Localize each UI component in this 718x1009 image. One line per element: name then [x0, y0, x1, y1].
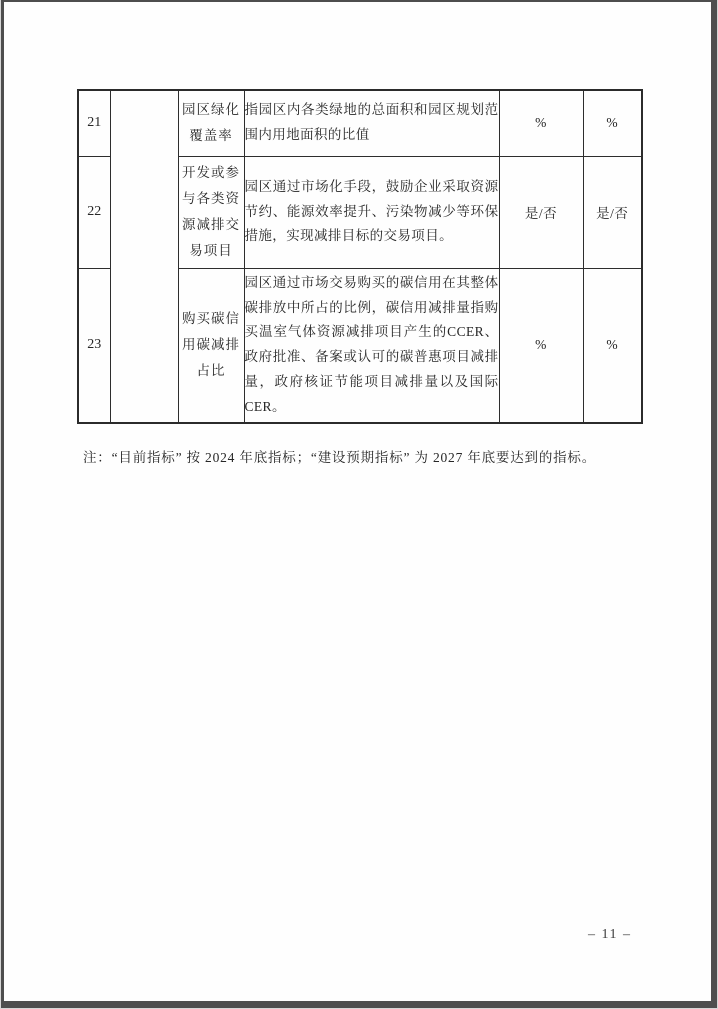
current-indicator-cell: % [499, 90, 583, 156]
current-indicator-cell: % [499, 268, 583, 423]
row-number-cell: 23 [78, 268, 110, 423]
target-indicator-cell: % [583, 90, 642, 156]
indicators-table [77, 89, 643, 424]
target-indicator-cell: 是/否 [583, 156, 642, 268]
row-number-cell: 21 [78, 90, 110, 156]
footnote: 注：“目前指标” 按 2024 年底指标；“建设预期指标” 为 2027 年底要达到的指标。 [83, 450, 597, 465]
indicator-name-cell: 园区绿化覆盖率 [178, 90, 244, 156]
indicator-description-cell: 指园区内各类绿地的总面积和园区规划范围内用地面积的比值 [244, 90, 499, 156]
indicator-description-cell: 园区通过市场化手段，鼓励企业采取资源节约、能源效率提升、污染物减少等环保措施，实现减排目标的交易项目。 [244, 156, 499, 268]
indicator-name-cell: 开发或参与各类资源减排交易项目 [178, 156, 244, 268]
page-number: – 11 – [588, 927, 632, 942]
row-number-cell: 22 [78, 156, 110, 268]
indicator-description-cell: 园区通过市场交易购买的碳信用在其整体碳排放中所占的比例，碳信用减排量指购买温室气体资源减排项目产生的CCER、政府批准、备案或认可的碳普惠项目减排量，政府核证节能项目减排量以及国际 CER。 [244, 268, 499, 423]
category-cell [110, 90, 178, 423]
current-indicator-cell: 是/否 [499, 156, 583, 268]
document-page [1, 0, 717, 1008]
table-row [78, 90, 642, 156]
indicator-name-cell: 购买碳信用碳减排占比 [178, 268, 244, 423]
target-indicator-cell: % [583, 268, 642, 423]
